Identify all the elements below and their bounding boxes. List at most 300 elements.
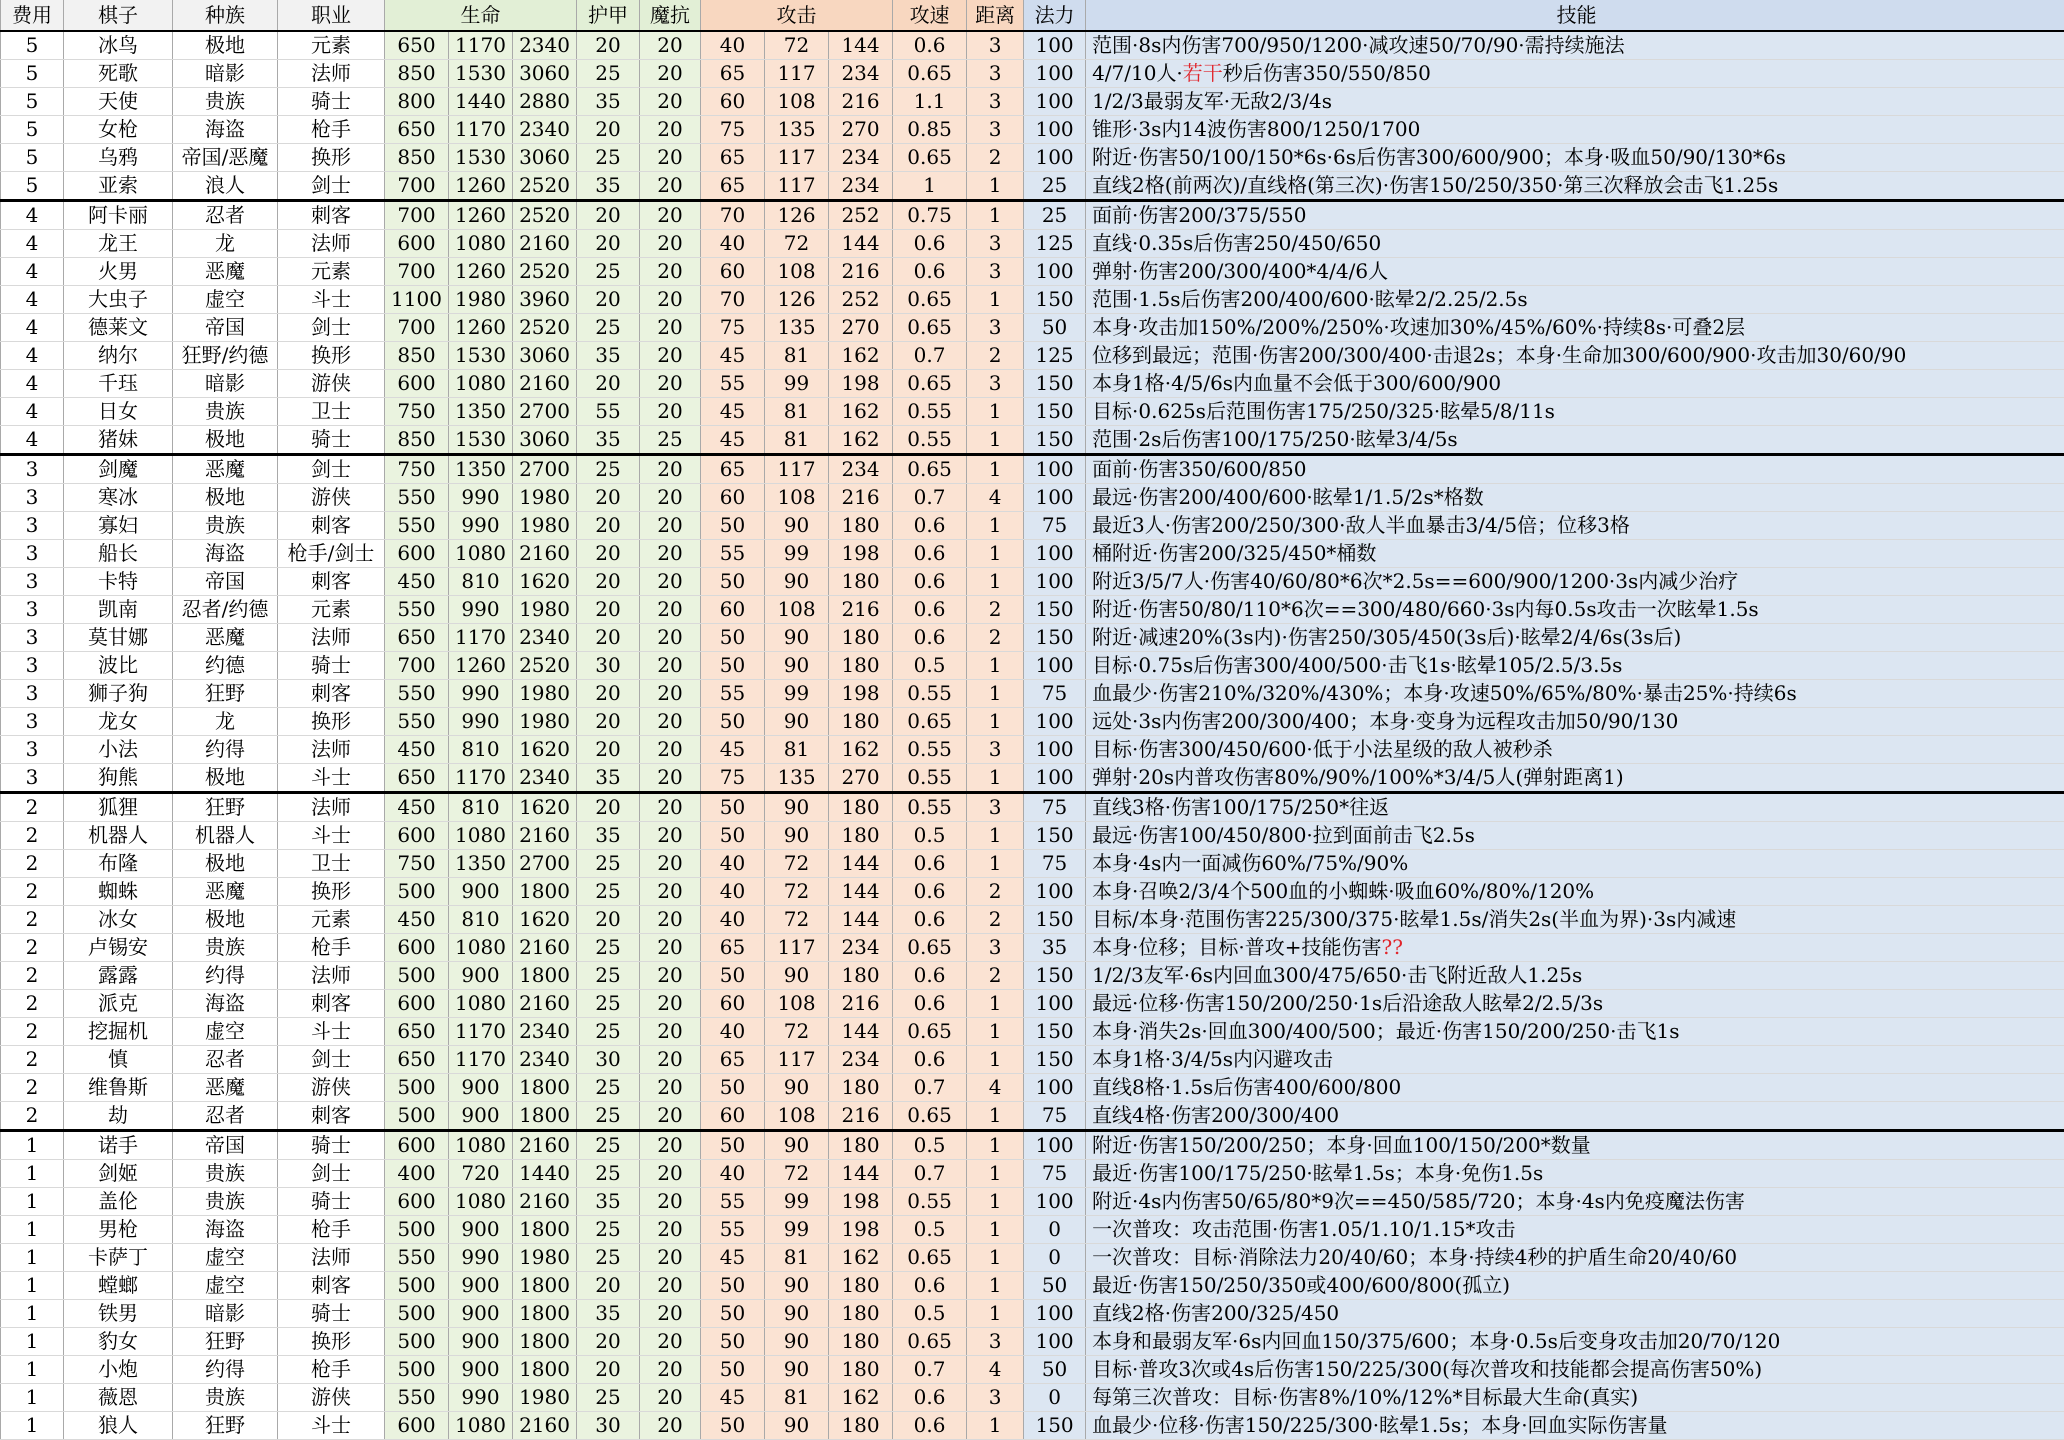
armor-cell[interactable]: 25: [577, 1160, 640, 1188]
skill-cell[interactable]: 本身·4s内一面减伤60%/75%/90%: [1086, 850, 2064, 878]
mr-cell[interactable]: 20: [640, 258, 701, 286]
mana-cell[interactable]: 75: [1024, 680, 1086, 708]
atk-3star-cell[interactable]: 180: [829, 512, 893, 540]
hp-1star-cell[interactable]: 500: [385, 1300, 449, 1328]
atk-2star-cell[interactable]: 72: [765, 31, 829, 60]
class-cell[interactable]: 骑士: [278, 652, 385, 680]
mana-cell[interactable]: 100: [1024, 116, 1086, 144]
hp-2star-cell[interactable]: 810: [449, 736, 513, 764]
armor-cell[interactable]: 25: [577, 455, 640, 484]
mana-cell[interactable]: 100: [1024, 258, 1086, 286]
hp-2star-cell[interactable]: 990: [449, 512, 513, 540]
hp-3star-cell[interactable]: 2340: [513, 1046, 577, 1074]
race-cell[interactable]: 恶魔: [173, 455, 278, 484]
class-cell[interactable]: 刺客: [278, 1272, 385, 1300]
range-cell[interactable]: 3: [967, 370, 1024, 398]
mana-cell[interactable]: 100: [1024, 1328, 1086, 1356]
hp-2star-cell[interactable]: 900: [449, 1216, 513, 1244]
class-cell[interactable]: 骑士: [278, 1300, 385, 1328]
race-cell[interactable]: 暗影: [173, 1300, 278, 1328]
atk-1star-cell[interactable]: 60: [701, 484, 765, 512]
name-cell[interactable]: 纳尔: [64, 342, 173, 370]
atk-2star-cell[interactable]: 90: [765, 1300, 829, 1328]
atk-1star-cell[interactable]: 65: [701, 1046, 765, 1074]
hp-1star-cell[interactable]: 500: [385, 1102, 449, 1131]
hp-3star-cell[interactable]: 1800: [513, 1074, 577, 1102]
mana-cell[interactable]: 150: [1024, 370, 1086, 398]
atk-3star-cell[interactable]: 234: [829, 934, 893, 962]
cost-cell[interactable]: 1: [1, 1356, 64, 1384]
race-cell[interactable]: 海盗: [173, 540, 278, 568]
mr-cell[interactable]: 20: [640, 31, 701, 60]
name-cell[interactable]: 亚索: [64, 172, 173, 201]
atk-speed-cell[interactable]: 0.6: [893, 850, 967, 878]
atk-1star-cell[interactable]: 40: [701, 1018, 765, 1046]
atk-1star-cell[interactable]: 50: [701, 1412, 765, 1440]
name-cell[interactable]: 冰鸟: [64, 31, 173, 60]
hp-2star-cell[interactable]: 900: [449, 1328, 513, 1356]
hp-1star-cell[interactable]: 500: [385, 1328, 449, 1356]
class-cell[interactable]: 元素: [278, 906, 385, 934]
name-cell[interactable]: 死歌: [64, 60, 173, 88]
name-cell[interactable]: 蜘蛛: [64, 878, 173, 906]
mr-cell[interactable]: 20: [640, 850, 701, 878]
atk-speed-cell[interactable]: 0.6: [893, 624, 967, 652]
race-cell[interactable]: 忍者: [173, 1046, 278, 1074]
atk-2star-cell[interactable]: 81: [765, 736, 829, 764]
atk-2star-cell[interactable]: 90: [765, 512, 829, 540]
name-cell[interactable]: 波比: [64, 652, 173, 680]
mr-cell[interactable]: 20: [640, 484, 701, 512]
armor-cell[interactable]: 25: [577, 934, 640, 962]
class-cell[interactable]: 枪手: [278, 116, 385, 144]
atk-1star-cell[interactable]: 75: [701, 116, 765, 144]
hp-2star-cell[interactable]: 1080: [449, 822, 513, 850]
hp-1star-cell[interactable]: 550: [385, 596, 449, 624]
cost-cell[interactable]: 4: [1, 201, 64, 230]
atk-2star-cell[interactable]: 108: [765, 258, 829, 286]
skill-cell[interactable]: 目标·普攻3次或4s后伤害150/225/300(每次普攻和技能都会提高伤害50%): [1086, 1356, 2064, 1384]
atk-2star-cell[interactable]: 90: [765, 1272, 829, 1300]
name-cell[interactable]: 剑姬: [64, 1160, 173, 1188]
class-cell[interactable]: 换形: [278, 144, 385, 172]
hp-3star-cell[interactable]: 1800: [513, 1356, 577, 1384]
mana-cell[interactable]: 100: [1024, 455, 1086, 484]
hp-2star-cell[interactable]: 1260: [449, 201, 513, 230]
armor-cell[interactable]: 20: [577, 708, 640, 736]
mr-cell[interactable]: 20: [640, 990, 701, 1018]
cost-cell[interactable]: 2: [1, 1046, 64, 1074]
range-cell[interactable]: 1: [967, 708, 1024, 736]
hp-3star-cell[interactable]: 3060: [513, 144, 577, 172]
mana-cell[interactable]: 100: [1024, 878, 1086, 906]
hp-1star-cell[interactable]: 450: [385, 568, 449, 596]
header-skill[interactable]: 技能: [1086, 0, 2064, 31]
atk-1star-cell[interactable]: 60: [701, 258, 765, 286]
atk-speed-cell[interactable]: 0.7: [893, 484, 967, 512]
hp-1star-cell[interactable]: 550: [385, 1244, 449, 1272]
atk-1star-cell[interactable]: 70: [701, 201, 765, 230]
hp-1star-cell[interactable]: 450: [385, 793, 449, 822]
armor-cell[interactable]: 35: [577, 88, 640, 116]
hp-3star-cell[interactable]: 2340: [513, 624, 577, 652]
atk-speed-cell[interactable]: 0.6: [893, 1412, 967, 1440]
hp-3star-cell[interactable]: 2520: [513, 201, 577, 230]
atk-1star-cell[interactable]: 65: [701, 172, 765, 201]
race-cell[interactable]: 极地: [173, 31, 278, 60]
atk-3star-cell[interactable]: 180: [829, 624, 893, 652]
hp-3star-cell[interactable]: 2340: [513, 1018, 577, 1046]
atk-3star-cell[interactable]: 180: [829, 1074, 893, 1102]
skill-cell[interactable]: 本身·位移；目标·普攻+技能伤害??: [1086, 934, 2064, 962]
hp-3star-cell[interactable]: 1800: [513, 878, 577, 906]
race-cell[interactable]: 海盗: [173, 990, 278, 1018]
mr-cell[interactable]: 20: [640, 172, 701, 201]
hp-3star-cell[interactable]: 2700: [513, 398, 577, 426]
hp-3star-cell[interactable]: 2160: [513, 822, 577, 850]
class-cell[interactable]: 法师: [278, 736, 385, 764]
hp-2star-cell[interactable]: 1080: [449, 990, 513, 1018]
name-cell[interactable]: 挖掘机: [64, 1018, 173, 1046]
range-cell[interactable]: 3: [967, 793, 1024, 822]
class-cell[interactable]: 骑士: [278, 88, 385, 116]
skill-cell[interactable]: 锥形·3s内14波伤害800/1250/1700: [1086, 116, 2064, 144]
class-cell[interactable]: 斗士: [278, 286, 385, 314]
atk-speed-cell[interactable]: 0.55: [893, 764, 967, 793]
hp-3star-cell[interactable]: 2700: [513, 455, 577, 484]
cost-cell[interactable]: 2: [1, 1074, 64, 1102]
atk-2star-cell[interactable]: 108: [765, 990, 829, 1018]
hp-1star-cell[interactable]: 850: [385, 342, 449, 370]
mana-cell[interactable]: 100: [1024, 1131, 1086, 1160]
atk-3star-cell[interactable]: 252: [829, 286, 893, 314]
header-spd[interactable]: 攻速: [893, 0, 967, 31]
hp-2star-cell[interactable]: 900: [449, 878, 513, 906]
atk-3star-cell[interactable]: 144: [829, 850, 893, 878]
skill-cell[interactable]: 桶附近·伤害200/325/450*桶数: [1086, 540, 2064, 568]
hp-1star-cell[interactable]: 550: [385, 512, 449, 540]
atk-1star-cell[interactable]: 65: [701, 60, 765, 88]
mr-cell[interactable]: 20: [640, 962, 701, 990]
race-cell[interactable]: 恶魔: [173, 624, 278, 652]
class-cell[interactable]: 元素: [278, 31, 385, 60]
mr-cell[interactable]: 20: [640, 370, 701, 398]
hp-3star-cell[interactable]: 1980: [513, 512, 577, 540]
atk-1star-cell[interactable]: 55: [701, 1188, 765, 1216]
atk-1star-cell[interactable]: 55: [701, 540, 765, 568]
atk-speed-cell[interactable]: 0.6: [893, 540, 967, 568]
range-cell[interactable]: 1: [967, 680, 1024, 708]
mana-cell[interactable]: 150: [1024, 1018, 1086, 1046]
armor-cell[interactable]: 55: [577, 398, 640, 426]
hp-2star-cell[interactable]: 1080: [449, 1188, 513, 1216]
skill-cell[interactable]: 范围·2s后伤害100/175/250·眩晕3/4/5s: [1086, 426, 2064, 455]
mana-cell[interactable]: 150: [1024, 426, 1086, 455]
hp-1star-cell[interactable]: 700: [385, 172, 449, 201]
hp-1star-cell[interactable]: 500: [385, 1356, 449, 1384]
atk-1star-cell[interactable]: 50: [701, 1356, 765, 1384]
mr-cell[interactable]: 20: [640, 116, 701, 144]
mr-cell[interactable]: 20: [640, 596, 701, 624]
hp-1star-cell[interactable]: 500: [385, 878, 449, 906]
hp-3star-cell[interactable]: 2520: [513, 258, 577, 286]
atk-3star-cell[interactable]: 234: [829, 455, 893, 484]
atk-3star-cell[interactable]: 216: [829, 596, 893, 624]
cost-cell[interactable]: 1: [1, 1384, 64, 1412]
atk-3star-cell[interactable]: 180: [829, 1412, 893, 1440]
atk-speed-cell[interactable]: 0.6: [893, 512, 967, 540]
atk-2star-cell[interactable]: 90: [765, 1356, 829, 1384]
atk-1star-cell[interactable]: 50: [701, 962, 765, 990]
race-cell[interactable]: 海盗: [173, 116, 278, 144]
skill-cell[interactable]: 本身1格·4/5/6s内血量不会低于300/600/900: [1086, 370, 2064, 398]
atk-3star-cell[interactable]: 144: [829, 1018, 893, 1046]
class-cell[interactable]: 法师: [278, 793, 385, 822]
cost-cell[interactable]: 3: [1, 455, 64, 484]
class-cell[interactable]: 斗士: [278, 1412, 385, 1440]
armor-cell[interactable]: 20: [577, 484, 640, 512]
class-cell[interactable]: 刺客: [278, 512, 385, 540]
atk-3star-cell[interactable]: 216: [829, 990, 893, 1018]
mana-cell[interactable]: 150: [1024, 286, 1086, 314]
armor-cell[interactable]: 20: [577, 1272, 640, 1300]
name-cell[interactable]: 船长: [64, 540, 173, 568]
hp-2star-cell[interactable]: 1170: [449, 31, 513, 60]
armor-cell[interactable]: 20: [577, 370, 640, 398]
range-cell[interactable]: 2: [967, 878, 1024, 906]
atk-2star-cell[interactable]: 90: [765, 708, 829, 736]
mana-cell[interactable]: 50: [1024, 1356, 1086, 1384]
mr-cell[interactable]: 20: [640, 1356, 701, 1384]
hp-1star-cell[interactable]: 600: [385, 540, 449, 568]
hp-3star-cell[interactable]: 1980: [513, 1384, 577, 1412]
atk-2star-cell[interactable]: 108: [765, 596, 829, 624]
atk-speed-cell[interactable]: 0.5: [893, 652, 967, 680]
hp-2star-cell[interactable]: 990: [449, 680, 513, 708]
hp-3star-cell[interactable]: 3060: [513, 342, 577, 370]
atk-3star-cell[interactable]: 198: [829, 1188, 893, 1216]
race-cell[interactable]: 狂野: [173, 680, 278, 708]
atk-2star-cell[interactable]: 72: [765, 906, 829, 934]
range-cell[interactable]: 3: [967, 116, 1024, 144]
mana-cell[interactable]: 150: [1024, 1412, 1086, 1440]
race-cell[interactable]: 狂野: [173, 793, 278, 822]
mr-cell[interactable]: 20: [640, 144, 701, 172]
skill-cell[interactable]: 直线2格(前两次)/直线格(第三次)·伤害150/250/350·第三次释放会击飞1.25s: [1086, 172, 2064, 201]
hp-2star-cell[interactable]: 1260: [449, 258, 513, 286]
armor-cell[interactable]: 20: [577, 736, 640, 764]
armor-cell[interactable]: 20: [577, 680, 640, 708]
range-cell[interactable]: 4: [967, 484, 1024, 512]
hp-2star-cell[interactable]: 1350: [449, 850, 513, 878]
race-cell[interactable]: 狂野/约德: [173, 342, 278, 370]
mr-cell[interactable]: 20: [640, 60, 701, 88]
atk-1star-cell[interactable]: 50: [701, 1272, 765, 1300]
armor-cell[interactable]: 30: [577, 1046, 640, 1074]
armor-cell[interactable]: 25: [577, 314, 640, 342]
race-cell[interactable]: 约德: [173, 652, 278, 680]
atk-2star-cell[interactable]: 117: [765, 1046, 829, 1074]
hp-2star-cell[interactable]: 990: [449, 1384, 513, 1412]
atk-1star-cell[interactable]: 70: [701, 286, 765, 314]
skill-cell[interactable]: 范围·1.5s后伤害200/400/600·眩晕2/2.25/2.5s: [1086, 286, 2064, 314]
atk-speed-cell[interactable]: 0.6: [893, 258, 967, 286]
hp-2star-cell[interactable]: 900: [449, 1102, 513, 1131]
range-cell[interactable]: 3: [967, 736, 1024, 764]
atk-speed-cell[interactable]: 0.7: [893, 1160, 967, 1188]
hp-3star-cell[interactable]: 2520: [513, 652, 577, 680]
cost-cell[interactable]: 3: [1, 596, 64, 624]
hp-1star-cell[interactable]: 650: [385, 1018, 449, 1046]
race-cell[interactable]: 贵族: [173, 1188, 278, 1216]
mana-cell[interactable]: 100: [1024, 736, 1086, 764]
armor-cell[interactable]: 30: [577, 1412, 640, 1440]
armor-cell[interactable]: 20: [577, 201, 640, 230]
atk-3star-cell[interactable]: 180: [829, 568, 893, 596]
hp-2star-cell[interactable]: 1260: [449, 652, 513, 680]
mana-cell[interactable]: 50: [1024, 314, 1086, 342]
atk-2star-cell[interactable]: 135: [765, 764, 829, 793]
skill-cell[interactable]: 目标·0.625s后范围伤害175/250/325·眩晕5/8/11s: [1086, 398, 2064, 426]
skill-cell[interactable]: 一次普攻：目标·消除法力20/40/60；本身·持续4秒的护盾生命20/40/60: [1086, 1244, 2064, 1272]
mr-cell[interactable]: 20: [640, 1102, 701, 1131]
class-cell[interactable]: 刺客: [278, 201, 385, 230]
name-cell[interactable]: 乌鸦: [64, 144, 173, 172]
atk-1star-cell[interactable]: 50: [701, 624, 765, 652]
atk-speed-cell[interactable]: 0.65: [893, 455, 967, 484]
hp-2star-cell[interactable]: 990: [449, 1244, 513, 1272]
hp-2star-cell[interactable]: 1350: [449, 398, 513, 426]
atk-speed-cell[interactable]: 0.55: [893, 398, 967, 426]
mr-cell[interactable]: 25: [640, 426, 701, 455]
hp-3star-cell[interactable]: 1800: [513, 1300, 577, 1328]
armor-cell[interactable]: 20: [577, 906, 640, 934]
atk-1star-cell[interactable]: 75: [701, 314, 765, 342]
atk-1star-cell[interactable]: 40: [701, 906, 765, 934]
atk-speed-cell[interactable]: 0.65: [893, 314, 967, 342]
name-cell[interactable]: 薇恩: [64, 1384, 173, 1412]
class-cell[interactable]: 斗士: [278, 822, 385, 850]
atk-speed-cell[interactable]: 0.6: [893, 878, 967, 906]
hp-2star-cell[interactable]: 900: [449, 1074, 513, 1102]
range-cell[interactable]: 1: [967, 822, 1024, 850]
mana-cell[interactable]: 150: [1024, 962, 1086, 990]
hp-2star-cell[interactable]: 720: [449, 1160, 513, 1188]
skill-cell[interactable]: 弹射·伤害200/300/400*4/4/6人: [1086, 258, 2064, 286]
armor-cell[interactable]: 25: [577, 1216, 640, 1244]
hp-2star-cell[interactable]: 1980: [449, 286, 513, 314]
mr-cell[interactable]: 20: [640, 624, 701, 652]
cost-cell[interactable]: 4: [1, 314, 64, 342]
hp-1star-cell[interactable]: 650: [385, 116, 449, 144]
mana-cell[interactable]: 100: [1024, 990, 1086, 1018]
header-armor[interactable]: 护甲: [577, 0, 640, 31]
hp-3star-cell[interactable]: 1980: [513, 708, 577, 736]
mr-cell[interactable]: 20: [640, 201, 701, 230]
atk-3star-cell[interactable]: 144: [829, 906, 893, 934]
hp-2star-cell[interactable]: 1080: [449, 934, 513, 962]
cost-cell[interactable]: 2: [1, 793, 64, 822]
cost-cell[interactable]: 2: [1, 962, 64, 990]
armor-cell[interactable]: 20: [577, 540, 640, 568]
hp-3star-cell[interactable]: 1980: [513, 484, 577, 512]
armor-cell[interactable]: 35: [577, 1300, 640, 1328]
atk-speed-cell[interactable]: 0.65: [893, 934, 967, 962]
mana-cell[interactable]: 75: [1024, 850, 1086, 878]
race-cell[interactable]: 贵族: [173, 88, 278, 116]
mana-cell[interactable]: 75: [1024, 512, 1086, 540]
cost-cell[interactable]: 1: [1, 1160, 64, 1188]
atk-1star-cell[interactable]: 65: [701, 455, 765, 484]
range-cell[interactable]: 3: [967, 258, 1024, 286]
skill-cell[interactable]: 最近·伤害100/175/250·眩晕1.5s；本身·免伤1.5s: [1086, 1160, 2064, 1188]
range-cell[interactable]: 1: [967, 1160, 1024, 1188]
atk-2star-cell[interactable]: 90: [765, 1412, 829, 1440]
hp-1star-cell[interactable]: 650: [385, 624, 449, 652]
name-cell[interactable]: 盖伦: [64, 1188, 173, 1216]
atk-2star-cell[interactable]: 117: [765, 455, 829, 484]
atk-speed-cell[interactable]: 0.6: [893, 568, 967, 596]
atk-1star-cell[interactable]: 40: [701, 1160, 765, 1188]
atk-speed-cell[interactable]: 0.65: [893, 1102, 967, 1131]
name-cell[interactable]: 女枪: [64, 116, 173, 144]
header-name[interactable]: 棋子: [64, 0, 173, 31]
hp-1star-cell[interactable]: 600: [385, 370, 449, 398]
armor-cell[interactable]: 20: [577, 512, 640, 540]
class-cell[interactable]: 法师: [278, 60, 385, 88]
race-cell[interactable]: 约得: [173, 962, 278, 990]
skill-cell[interactable]: 目标·伤害300/450/600·低于小法星级的敌人被秒杀: [1086, 736, 2064, 764]
range-cell[interactable]: 1: [967, 1188, 1024, 1216]
mr-cell[interactable]: 20: [640, 1244, 701, 1272]
class-cell[interactable]: 法师: [278, 1244, 385, 1272]
atk-2star-cell[interactable]: 99: [765, 370, 829, 398]
class-cell[interactable]: 游侠: [278, 370, 385, 398]
armor-cell[interactable]: 30: [577, 652, 640, 680]
mr-cell[interactable]: 20: [640, 822, 701, 850]
name-cell[interactable]: 维鲁斯: [64, 1074, 173, 1102]
mana-cell[interactable]: 100: [1024, 88, 1086, 116]
class-cell[interactable]: 刺客: [278, 680, 385, 708]
mr-cell[interactable]: 20: [640, 314, 701, 342]
armor-cell[interactable]: 35: [577, 822, 640, 850]
armor-cell[interactable]: 25: [577, 258, 640, 286]
class-cell[interactable]: 换形: [278, 878, 385, 906]
hp-1star-cell[interactable]: 700: [385, 201, 449, 230]
atk-speed-cell[interactable]: 0.55: [893, 1188, 967, 1216]
class-cell[interactable]: 游侠: [278, 1384, 385, 1412]
race-cell[interactable]: 虚空: [173, 1244, 278, 1272]
atk-3star-cell[interactable]: 180: [829, 708, 893, 736]
class-cell[interactable]: 换形: [278, 708, 385, 736]
atk-speed-cell[interactable]: 0.65: [893, 144, 967, 172]
hp-1star-cell[interactable]: 500: [385, 1216, 449, 1244]
armor-cell[interactable]: 25: [577, 1018, 640, 1046]
name-cell[interactable]: 豹女: [64, 1328, 173, 1356]
skill-cell[interactable]: 附近·减速20%(3s内)·伤害250/305/450(3s后)·眩晕2/4/6s(3s后): [1086, 624, 2064, 652]
class-cell[interactable]: 元素: [278, 596, 385, 624]
skill-cell[interactable]: 本身·消失2s·回血300/400/500；最近·伤害150/200/250·击飞1s: [1086, 1018, 2064, 1046]
cost-cell[interactable]: 3: [1, 512, 64, 540]
atk-1star-cell[interactable]: 55: [701, 680, 765, 708]
hp-2star-cell[interactable]: 1260: [449, 314, 513, 342]
hp-2star-cell[interactable]: 1530: [449, 60, 513, 88]
atk-speed-cell[interactable]: 0.55: [893, 736, 967, 764]
skill-cell[interactable]: 本身和最弱友军·6s内回血150/375/600；本身·0.5s后变身攻击加20/70/120: [1086, 1328, 2064, 1356]
hp-2star-cell[interactable]: 1080: [449, 370, 513, 398]
cost-cell[interactable]: 1: [1, 1131, 64, 1160]
mana-cell[interactable]: 100: [1024, 484, 1086, 512]
